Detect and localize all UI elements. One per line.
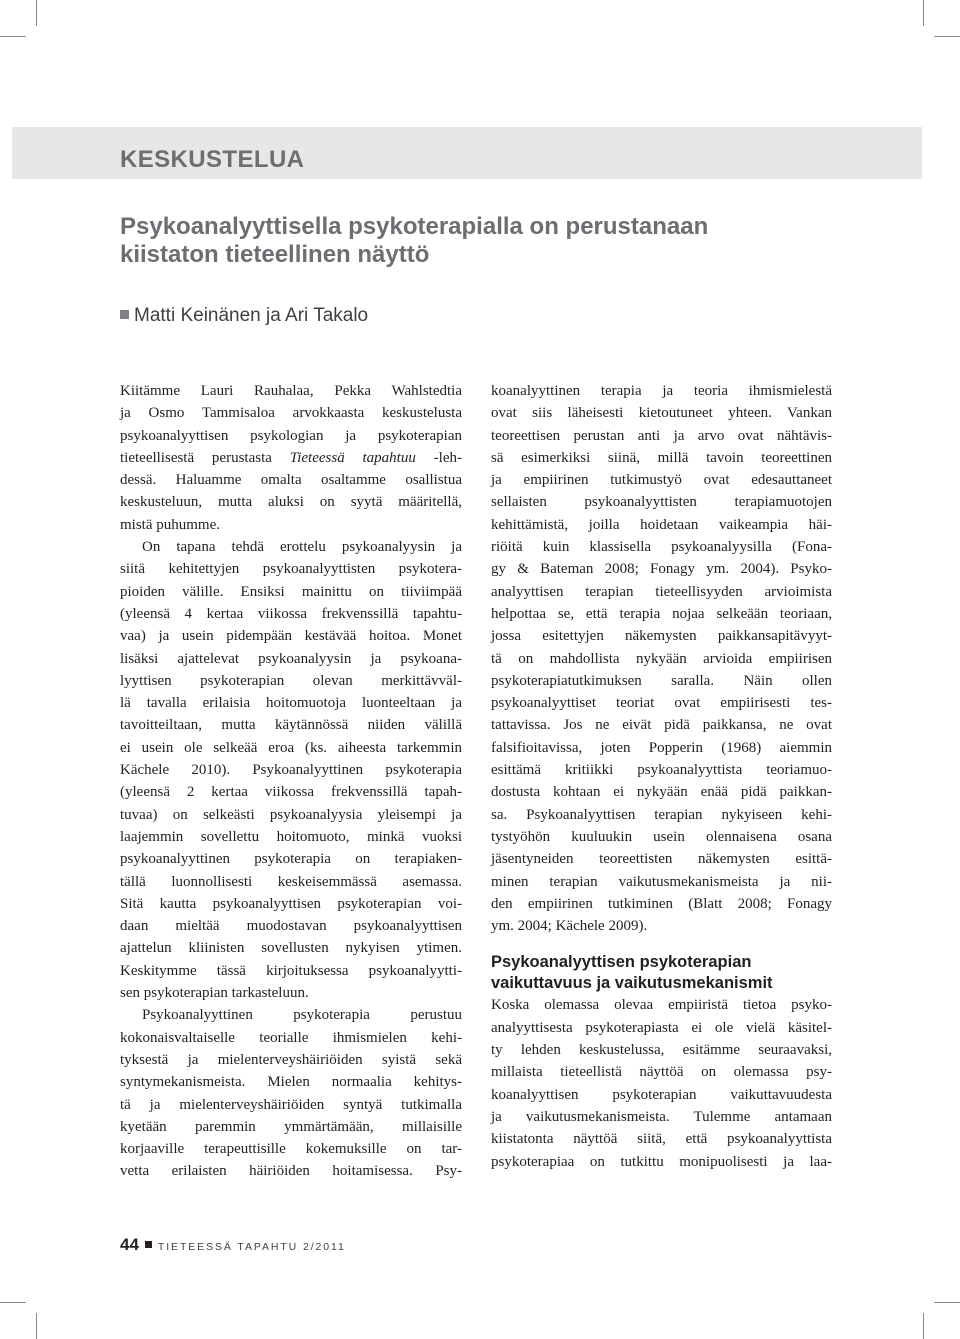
title-line: Psykoanalyyttisella psykoterapialla on perustanaan — [120, 213, 709, 240]
text-line: ovat siis läheisesti kietoutuneet yhteen. Vankan — [491, 405, 832, 422]
text-line: falsifioitavissa, joten Popperin (1968) aiemmin — [491, 739, 832, 756]
text-line: psykoanalyyttiset teoriat ovat empiirisesti tes- — [491, 695, 832, 712]
crop-mark — [36, 1313, 37, 1339]
square-bullet-icon — [120, 310, 129, 319]
text-line: jäsentyneiden teoreettisten näkemysten esittä- — [491, 851, 832, 868]
text-line: Psykoanalyyttinen psykoterapia perustuu — [142, 1007, 462, 1024]
square-bullet-icon — [145, 1241, 152, 1248]
subheading: Psykoanalyyttisen psykoterapian — [491, 953, 752, 972]
right-column-text — [491, 994, 832, 1172]
text-line: tä ja mielenterveyshäiriöiden syntyä tutkimalla — [120, 1096, 462, 1113]
text-line: psykoterapiaa on tutkittu monipuolisesti ja laa- — [491, 1153, 832, 1170]
text-line: kiistatonta näyttöä siitä, että psykoanalyyttista — [491, 1131, 832, 1148]
text-line: (yleensä 2 kertaa viikossa frekvenssillä tapah- — [120, 784, 462, 801]
text-line: analyyttisesta psykoterapiasta ei ole vielä käsitel- — [491, 1019, 832, 1036]
text-line: vetta erilaisten häiriöiden hoitamisessa. Psy- — [120, 1163, 462, 1180]
text-line: sen psykoterapian tarkasteluun. — [120, 985, 309, 1002]
author-line — [120, 303, 368, 329]
text-line: syntymekanismeista. Mielen normaalia kehitys- — [120, 1074, 462, 1091]
page-number: 44 — [120, 1235, 139, 1254]
right-column-text — [491, 380, 832, 937]
text-line: ajattelun kliinisten sovellusten nykyisen ytimen. — [120, 940, 462, 957]
text-line: dostusta kohtaan ei nykyään enää pidä paikkan- — [491, 784, 832, 801]
crop-mark — [0, 36, 26, 37]
text-line: tattavissa. Jos ne eivät pidä paikkansa, ne ovat — [491, 717, 832, 734]
text-line: jossa esitettyjen näkemysten paikkansapitävyyt- — [491, 628, 832, 645]
text-line: gy & Bateman 2008; Fonagy ym. 2004). Psyko- — [491, 561, 832, 578]
text-line: ja Osmo Tammisaloa arvokkaasta keskustelusta — [120, 405, 462, 422]
title-line: kiistaton tieteellinen näyttö — [120, 241, 430, 268]
text-line: helpottaa se, että terapia nojaa selkeään teoriaan, — [491, 605, 832, 622]
text-line: vaa) ja usein pidempään kestävää hoitoa. Monet — [120, 628, 462, 645]
text-line: den empiirinen tutkiminen (Blatt 2008; Fonagy — [491, 895, 832, 912]
text-line: tavoitteiltaan, mutta käytännössä niiden välillä — [120, 717, 462, 734]
text-line: Koska olemassa olevaa empiiristä tietoa psyko- — [491, 997, 832, 1014]
crop-mark — [934, 36, 960, 37]
text-line: Kächele 2010). Psykoanalyyttinen psykoterapia — [120, 762, 462, 779]
text-line: tystyöhön kuuluukin usein olennaisena osana — [491, 828, 832, 845]
text-line: (yleensä 4 kertaa viikossa frekvenssillä tapahtu- — [120, 605, 462, 622]
text-line: Keskitymme tässä kirjoituksessa psykoanalyytti- — [120, 962, 462, 979]
section-label: KESKUSTELUA — [120, 146, 305, 173]
text-line: ja vaikutusmekanismeista. Tulemme antamaan — [491, 1108, 832, 1125]
text-line: ei usein ole selkeää eroa (ks. aiheesta tarkemmin — [120, 739, 462, 756]
article-title — [120, 213, 840, 269]
text-line: ym. 2004; Kächele 2009). — [491, 918, 648, 935]
text-line: sellaisten psykoanalyyttisten terapiamuotojen — [491, 494, 832, 511]
text-line: koanalyyttisen psykoterapian vaikuttavuudesta — [491, 1086, 832, 1103]
text-line: Sitä kautta psykoanalyyttisen psykoterapian voi- — [120, 895, 462, 912]
page-footer — [120, 1234, 346, 1258]
text-line: esittämä kritiikki psykoanalyyttista teoriamuo- — [491, 762, 832, 779]
text-line: mistä puhumme. — [120, 516, 220, 533]
crop-mark — [934, 1302, 960, 1303]
text-line: minen terapian vaikutusmekanismeista ja nii- — [491, 873, 832, 890]
text-line: kehittämistä, joilla hoidetaan vaikeampia häi- — [491, 516, 832, 533]
text-line: sa. Psykoanalyyttisen terapian nykyiseen kehi- — [491, 806, 832, 823]
crop-mark — [923, 0, 924, 26]
text-line: dessä. Haluamme omalta osaltamme osallistua — [120, 472, 462, 489]
text-line: korjaaville terapeuttisille kokemuksille on tar- — [120, 1141, 462, 1158]
text-line: keskusteluun, mutta aluksi on syytä määritellä, — [120, 494, 462, 511]
text-line: tä on mahdollista nykyään arvioida empiirisen — [491, 650, 832, 667]
text-line: lisäksi ajattelevat psykoanalyysin ja psykoana- — [120, 650, 462, 667]
journal-name-italic: Tieteessä tapahtuu — [289, 449, 416, 466]
text-line: laajemmin sovellettu hoitomuoto, minkä vuoksi — [120, 828, 462, 845]
text-line: Kiitämme Lauri Rauhalaa, Pekka Wahlstedtia — [120, 383, 462, 399]
text-line: tuvaa) on selkeästi psykoanalyysia yleisempi ja — [120, 806, 462, 823]
text-line: teoreettisen perustan anti ja arvo ovat nähtävis- — [491, 427, 832, 444]
text-line: kokonaisvaltaiselle teorialle ihmismielen kehi- — [120, 1029, 462, 1046]
text-line: tieteellisestä perustasta Tieteessä tapahtuu -leh- — [120, 449, 462, 466]
text-line: tyksestä ja mielenterveyshäiriöiden syistä sekä — [120, 1051, 462, 1068]
text-line: tällä luonnollisesti keskeisemmässä asemassa. — [120, 873, 462, 890]
crop-mark — [923, 1313, 924, 1339]
text-line: lä tavalla erilaisia hoitomuotoja luonteeltaan ja — [120, 695, 462, 712]
text-line: kyetään paremmin ymmärtämään, millaisille — [120, 1118, 462, 1135]
left-column — [120, 380, 462, 1183]
text-line: psykoanalyyttinen psykoterapia on terapiaken- — [120, 851, 462, 868]
text-line: ja empiirinen tutkimustyö ovat edesauttaneet — [491, 472, 832, 489]
text-line: daan mieltää muodostavan psykoanalyyttisen — [120, 918, 462, 935]
text-line: koanalyyttinen terapia ja teoria ihmismielestä — [491, 383, 832, 399]
text-line: riöitä kuin klassisella psykoanalyysilla (Fona- — [491, 539, 832, 556]
crop-mark — [0, 1302, 26, 1303]
right-column — [491, 380, 832, 1173]
text-line: pioiden välille. Ensiksi mainittu on tiiviimpää — [120, 583, 462, 600]
crop-mark — [36, 0, 37, 26]
journal-name: TIETEESSÄ TAPAHTU 2/2011 — [157, 1241, 346, 1253]
subheading: vaikuttavuus ja vaikutusmekanismit — [491, 974, 773, 993]
text-line: sä esimerkiksi siinä, millä tavoin teoreettinen — [491, 449, 832, 466]
text-line: millaista tieteellistä näyttöä on olemassa psy- — [491, 1064, 832, 1081]
authors: Matti Keinänen ja Ari Takalo — [134, 305, 369, 326]
text-line: siitä kehitettyjen psykoanalyyttisten psykotera- — [120, 561, 462, 578]
text-line: analyyttisen terapian tieteellisyyden arvioimista — [491, 583, 832, 600]
text-line: On tapana tehdä erottelu psykoanalyysin ja — [142, 539, 462, 556]
text-line: ty lehden keskustelussa, esitämme seuraavaksi, — [491, 1042, 832, 1059]
text-line: psykoterapiatutkimuksen saralla. Näin ollen — [491, 672, 832, 689]
text-line: lyyttisen psykoterapian olevan merkittävväl- — [120, 672, 462, 689]
text-line: psykoanalyyttisen psykologian ja psykoterapian — [120, 427, 462, 444]
